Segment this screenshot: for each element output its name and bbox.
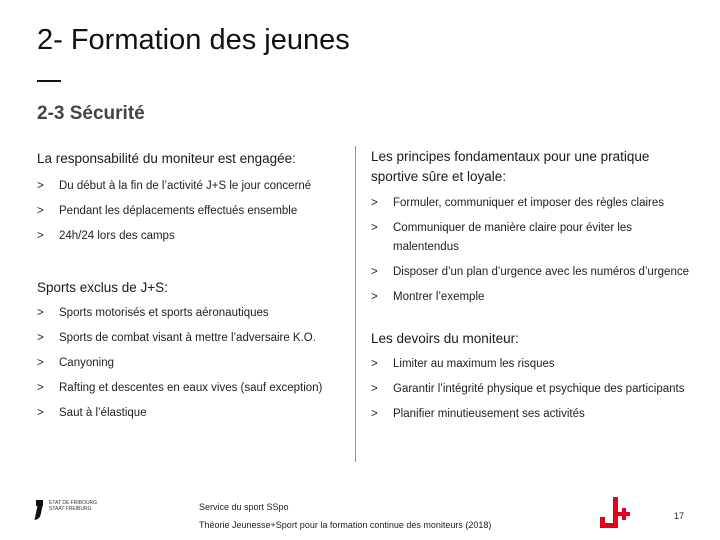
bullet-icon: > bbox=[37, 205, 44, 217]
left-heading-responsibility: La responsabilité du moniteur est engagée: bbox=[37, 151, 296, 166]
title-underline bbox=[37, 80, 61, 82]
footer-text bbox=[199, 498, 491, 534]
principles-list bbox=[371, 194, 691, 307]
bullet-icon: > bbox=[371, 197, 378, 209]
canton-fribourg-logo-icon bbox=[36, 500, 106, 526]
list-item-text: Du début à la fin de l’activité J+S le jour concerné bbox=[59, 180, 312, 192]
list-item bbox=[37, 329, 347, 348]
list-item-text: Canyoning bbox=[59, 357, 114, 369]
bullet-icon: > bbox=[37, 230, 44, 242]
bullet-icon: > bbox=[371, 383, 378, 395]
list-item bbox=[37, 202, 347, 221]
bullet-icon: > bbox=[37, 307, 44, 319]
bullet-icon: > bbox=[371, 222, 378, 234]
list-item-text: Planifier minutieusement ses activités bbox=[393, 408, 585, 420]
js-logo-cross bbox=[618, 508, 630, 520]
logo-line-2: STAAT FREIBURG bbox=[49, 506, 92, 512]
slide-title: 2- Formation des jeunes bbox=[37, 24, 350, 56]
bullet-icon: > bbox=[37, 357, 44, 369]
list-item bbox=[371, 219, 691, 257]
bullet-icon: > bbox=[371, 408, 378, 420]
footer-course: Théorie Jeunesse+Sport pour la formation continue des moniteurs (2018) bbox=[199, 520, 492, 530]
list-item-text: Montrer l’exemple bbox=[393, 291, 485, 303]
list-item bbox=[37, 227, 347, 246]
excluded-sports-list bbox=[37, 304, 347, 423]
bullet-icon: > bbox=[371, 291, 378, 303]
list-item bbox=[37, 379, 347, 398]
list-item-text: Rafting et descentes en eaux vives (sauf exception) bbox=[59, 382, 323, 394]
list-item-text: Communiquer de manière claire pour éviter les malentendus bbox=[393, 222, 633, 253]
list-item bbox=[371, 194, 691, 213]
responsibility-list bbox=[37, 177, 347, 246]
list-item-text: Saut à l’élastique bbox=[59, 407, 147, 419]
list-item bbox=[37, 404, 347, 423]
bullet-icon: > bbox=[371, 266, 378, 278]
bullet-icon: > bbox=[37, 180, 44, 192]
right-heading-duties: Les devoirs du moniteur: bbox=[371, 331, 519, 346]
js-logo-bar bbox=[613, 497, 618, 515]
jeunesse-sport-logo-icon bbox=[600, 497, 634, 529]
bullet-icon: > bbox=[37, 332, 44, 344]
right-heading-principles: Les principes fondamentaux pour une pratique sportive sûre et loyale: bbox=[371, 149, 650, 184]
footer-service: Service du sport SSpo bbox=[199, 502, 289, 512]
list-item-text: Pendant les déplacements effectués ensemble bbox=[59, 205, 298, 217]
js-logo-hook bbox=[600, 515, 618, 528]
bullet-icon: > bbox=[371, 358, 378, 370]
right-column bbox=[371, 147, 691, 430]
list-item bbox=[371, 405, 691, 424]
list-item-text: 24h/24 lors des camps bbox=[59, 230, 175, 242]
list-item-text: Garantir l’intégrité physique et psychique des participants bbox=[393, 383, 685, 395]
list-item-text: Sports motorisés et sports aéronautiques bbox=[59, 307, 269, 319]
list-item bbox=[37, 354, 347, 373]
logo-comma bbox=[35, 506, 43, 520]
logo-text bbox=[49, 500, 97, 512]
list-item-text: Disposer d’un plan d’urgence avec les numéros d’urgence bbox=[393, 266, 689, 278]
list-item-text: Limiter au maximum les risques bbox=[393, 358, 555, 370]
list-item bbox=[371, 380, 691, 399]
list-item bbox=[371, 288, 691, 307]
section-subtitle: 2-3 Sécurité bbox=[37, 103, 145, 124]
bullet-icon: > bbox=[37, 407, 44, 419]
bullet-icon: > bbox=[37, 382, 44, 394]
list-item-text: Sports de combat visant à mettre l’adversaire K.O. bbox=[59, 332, 316, 344]
list-item bbox=[371, 263, 691, 282]
list-item bbox=[37, 304, 347, 323]
list-item bbox=[37, 177, 347, 196]
list-item-text: Formuler, communiquer et imposer des règles claires bbox=[393, 197, 664, 209]
logo-line-1: ETAT DE FRIBOURG bbox=[49, 500, 98, 506]
left-column bbox=[37, 149, 347, 429]
page-number: 17 bbox=[674, 511, 685, 521]
left-heading-excluded-sports: Sports exclus de J+S: bbox=[37, 280, 168, 295]
duties-list bbox=[371, 355, 691, 424]
list-item bbox=[371, 355, 691, 374]
column-divider bbox=[355, 146, 356, 462]
